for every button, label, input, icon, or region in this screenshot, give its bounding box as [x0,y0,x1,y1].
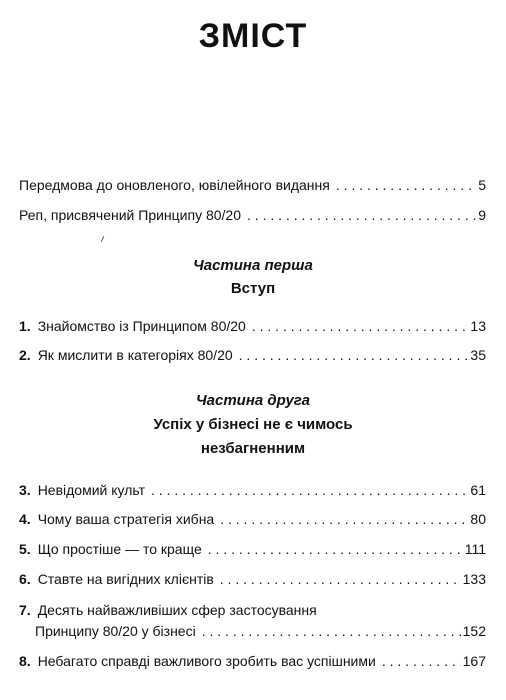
stray-mark [101,236,104,242]
chapter-number: 2. [19,347,31,363]
part-two-subtitle-line2: незбагненним [200,440,306,457]
part-two-title: Частина друга [196,392,310,409]
toc-page-number: 9 [478,207,486,223]
toc-chapter-6[interactable] [19,570,486,588]
chapter-number: 1. [19,318,31,334]
chapter-number: 6. [19,571,31,587]
toc-page-number: 111 [464,541,486,557]
toc-chapter-1[interactable] [19,317,486,335]
part-two-subtitle-line1: Успіх у бізнесі не є чимось [153,416,353,433]
toc-entry-label: Реп, присвячений Принципу 80/20 [19,207,242,223]
toc-entry-label: Невідомий культ [37,482,145,498]
chapter-number: 8. [19,653,31,669]
toc-chapter-7[interactable] [19,601,317,619]
toc-entry-label-continued: Принципу 80/20 у бізнесі [35,623,196,639]
toc-page-number: 133 [462,571,486,587]
chapter-number: 4. [19,511,31,527]
leader-dots [220,570,461,588]
toc-entry-label: Ставте на вигідних клієнтів [37,571,214,587]
toc-entry-label: Знайомство із Принципом 80/20 [37,318,246,334]
toc-entry-foreword[interactable] [19,176,486,194]
leader-dots [239,346,469,364]
toc-entry-rap[interactable] [19,206,486,224]
leader-dots [252,317,469,335]
toc-page-number: 80 [470,511,486,527]
leader-dots [220,510,468,528]
toc-page-number: 152 [462,623,486,639]
chapter-number: 5. [19,541,31,557]
toc-entry-label: Небагато справді важливого зробить вас успішними [37,653,376,669]
toc-chapter-8[interactable] [19,652,486,670]
toc-entry-label: Чому ваша стратегія хибна [37,511,215,527]
leader-dots [336,176,476,194]
toc-page-number: 167 [462,653,486,669]
chapter-number: 3. [19,482,31,498]
toc-chapter-4[interactable] [19,510,486,528]
leader-dots [202,622,461,640]
toc-page-number: 5 [478,177,486,193]
page-title: ЗМІСТ [198,17,308,55]
chapter-number: 7. [19,602,31,618]
part-one-title: Частина перша [193,257,313,274]
toc-entry-label: Як мислити в категоріях 80/20 [37,347,233,363]
leader-dots [208,540,463,558]
part-one-subtitle: Вступ [230,280,276,297]
leader-dots [247,206,476,224]
toc-chapter-3[interactable] [19,481,486,499]
toc-entry-label: Що простіше — то краще [37,541,202,557]
toc-page-number: 61 [470,482,486,498]
toc-entry-label: Десять найважливіших сфер застосування [37,602,317,618]
leader-dots [151,481,468,499]
toc-entry-label: Передмова до оновленого, ювілейного видання [19,177,330,193]
toc-chapter-7-continued[interactable] [35,622,486,640]
toc-chapter-2[interactable] [19,346,486,364]
toc-chapter-5[interactable] [19,540,486,558]
toc-page-number: 35 [470,347,486,363]
toc-page-number: 13 [470,318,486,334]
leader-dots [382,652,461,670]
